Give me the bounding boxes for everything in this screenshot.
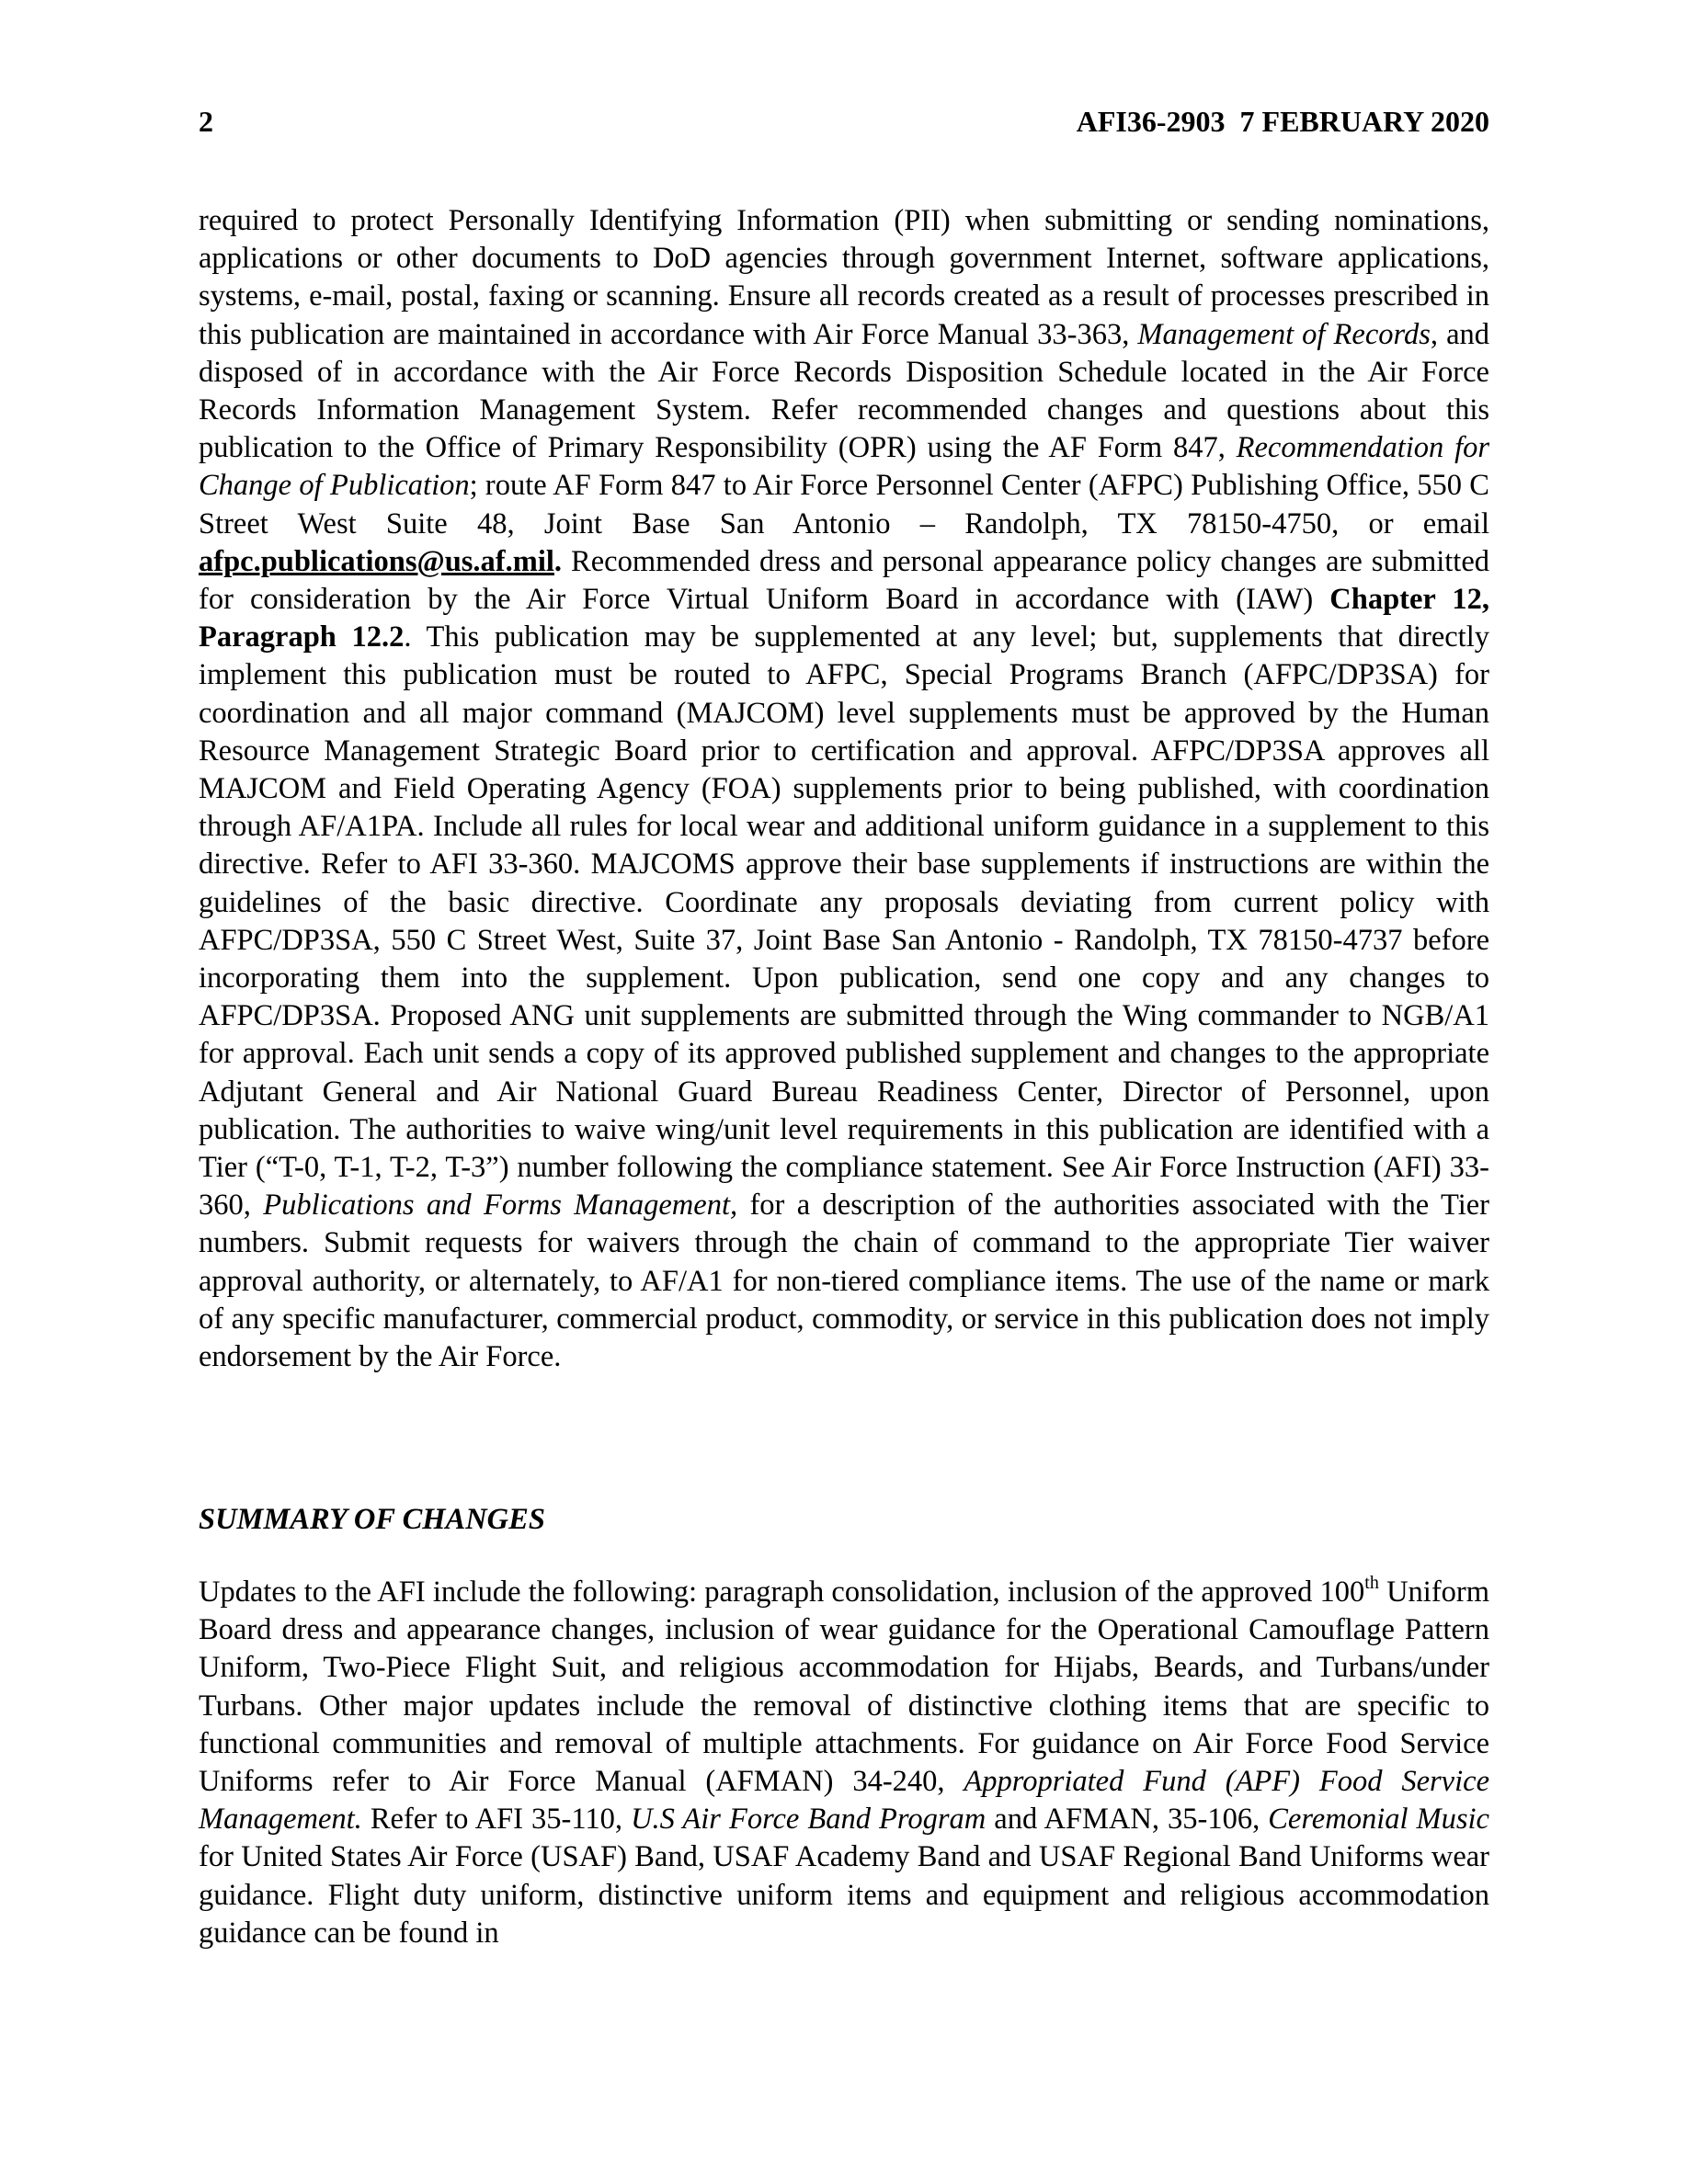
summary-text-4: and AFMAN, 35-106, [986, 1803, 1269, 1837]
summary-text-3: Refer to AFI 35-110, [361, 1803, 632, 1837]
intro-text-3: ; route AF Form 847 to Air Force Personnel Center (AFPC) Publishing Office, 550 C Street West Suite 48, Joint Base San Antonio – Randolph, TX 78150-4750, or email [199, 469, 1489, 540]
page-number: 2 [199, 105, 213, 138]
section-heading: SUMMARY OF CHANGES [199, 1503, 545, 1536]
summary-text-2: Uniform Board dress and appearance changes, inclusion of wear guidance for the Operational Camouflage Pattern Uniform, Two-Piece Flight Suit, and religious accommodation for Hijabs, Beards, and Turbans/under Turbans. Other major updates include the removal of distinctive clothing items that are specific to functional communities and removal of multiple attachments. For guidance on Air Force Food Service Uniforms refer to Air Force Manual (AFMAN) 34-240, [199, 1575, 1489, 1799]
summary-title-ceremonial-music: Ceremonial Music [1268, 1803, 1489, 1837]
summary-paragraph [199, 1574, 1489, 1952]
intro-title-form: Recommendation for Change of Publication [199, 431, 1489, 503]
document-id: AFI36-2903 7 FEBRUARY 2020 [1076, 105, 1489, 138]
chapter-reference: Chapter 12, Paragraph 12.2 [199, 583, 1489, 654]
summary-title-food-service: Appropriated Fund (APF) Food Service Management. [199, 1765, 1489, 1837]
summary-text-5: for United States Air Force (USAF) Band, USAF Academy Band and USAF Regional Band Uniforms wear guidance. Flight duty uniform, distinctive uniform items and equipment and religious accommodation guidance can be found in [199, 1840, 1489, 1950]
summary-text-1: Updates to the AFI include the following: paragraph consolidation, inclusion of the approved 100 [199, 1575, 1365, 1609]
email-link[interactable]: afpc.publications@us.af.mil [199, 544, 554, 578]
superscript-th: th [1364, 1573, 1379, 1593]
intro-text-5: Recommended dress and personal appearance policy changes are submitted for consideration by the Air Force Virtual Uniform Board in accordance with (IAW) [199, 544, 1489, 617]
intro-text-4: . [553, 544, 563, 578]
intro-paragraph [199, 202, 1489, 1376]
intro-title-publications: Publications and Forms Management, [263, 1189, 738, 1223]
intro-title-records: Management of Records [1137, 317, 1431, 351]
intro-text-1: required to protect Personally Identifying Information (PII) when submitting or sending nominations, applications or other documents to DoD agencies through government Internet, software applications, systems, e-mail, postal, faxing or scanning. Ensure all records created as a result of processes prescribed in this publication are maintained in accordance with Air Force Manual 33-363, [199, 204, 1489, 351]
intro-text-6: . This publication may be supplemented at any level; but, supplements that directly implement this publication must be routed to AFPC, Special Programs Branch (AFPC/DP3SA) for coordination and all major command (MAJCOM) level supplements must be approved by the Human Resource Management Strategic Board prior to certification and approval. AFPC/DP3SA approves all MAJCOM and Field Operating Agency (FOA) supplements prior to being published, with coordination through AF/A1PA. Include all rules for local wear and additional uniform guidance in a supplement to this directive. Refer to AFI 33-360. MAJCOMS approve their base supplements if instructions are within the guidelines of the basic directive. Coordinate any proposals deviating from current policy with AFPC/DP3SA, 550 C Street West, Suite 37, Joint Base San Antonio - Randolph, TX 78150-4737 before incorporating them into the supplement. Upon publication, send one copy and any changes to AFPC/DP3SA. Proposed ANG unit supplements are submitted through the Wing commander to NGB/A1 for approval. Each unit sends a copy of its approved published supplement and changes to the appropriate Adjutant General and Air National Guard Bureau Readiness Center, Director of Personnel, upon publication. The authorities to waive wing/unit level requirements in this publication are identified with a Tier (“T-0, T-1, T-2, T-3”) number following the compliance statement. See Air Force Instruction (AFI) 33-360, [199, 620, 1489, 1223]
summary-title-band-program: U.S Air Force Band Program [631, 1803, 987, 1837]
intro-text-7: for a description of the authorities associated with the Tier numbers. Submit requests for waivers through the chain of command to the appropriate Tier waiver approval authority, or alternately, to AF/A1 for non-tiered compliance items. The use of the name or mark of any specific manufacturer, commercial product, commodity, or service in this publication does not imply endorsement by the Air Force. [199, 1189, 1490, 1374]
intro-text-2: , and disposed of in accordance with the Air Force Records Disposition Schedule located in the Air Force Records Information Management System. Refer recommended changes and questions about this publication to the Office of Primary Responsibility (OPR) using the AF Form 847, [199, 317, 1489, 465]
